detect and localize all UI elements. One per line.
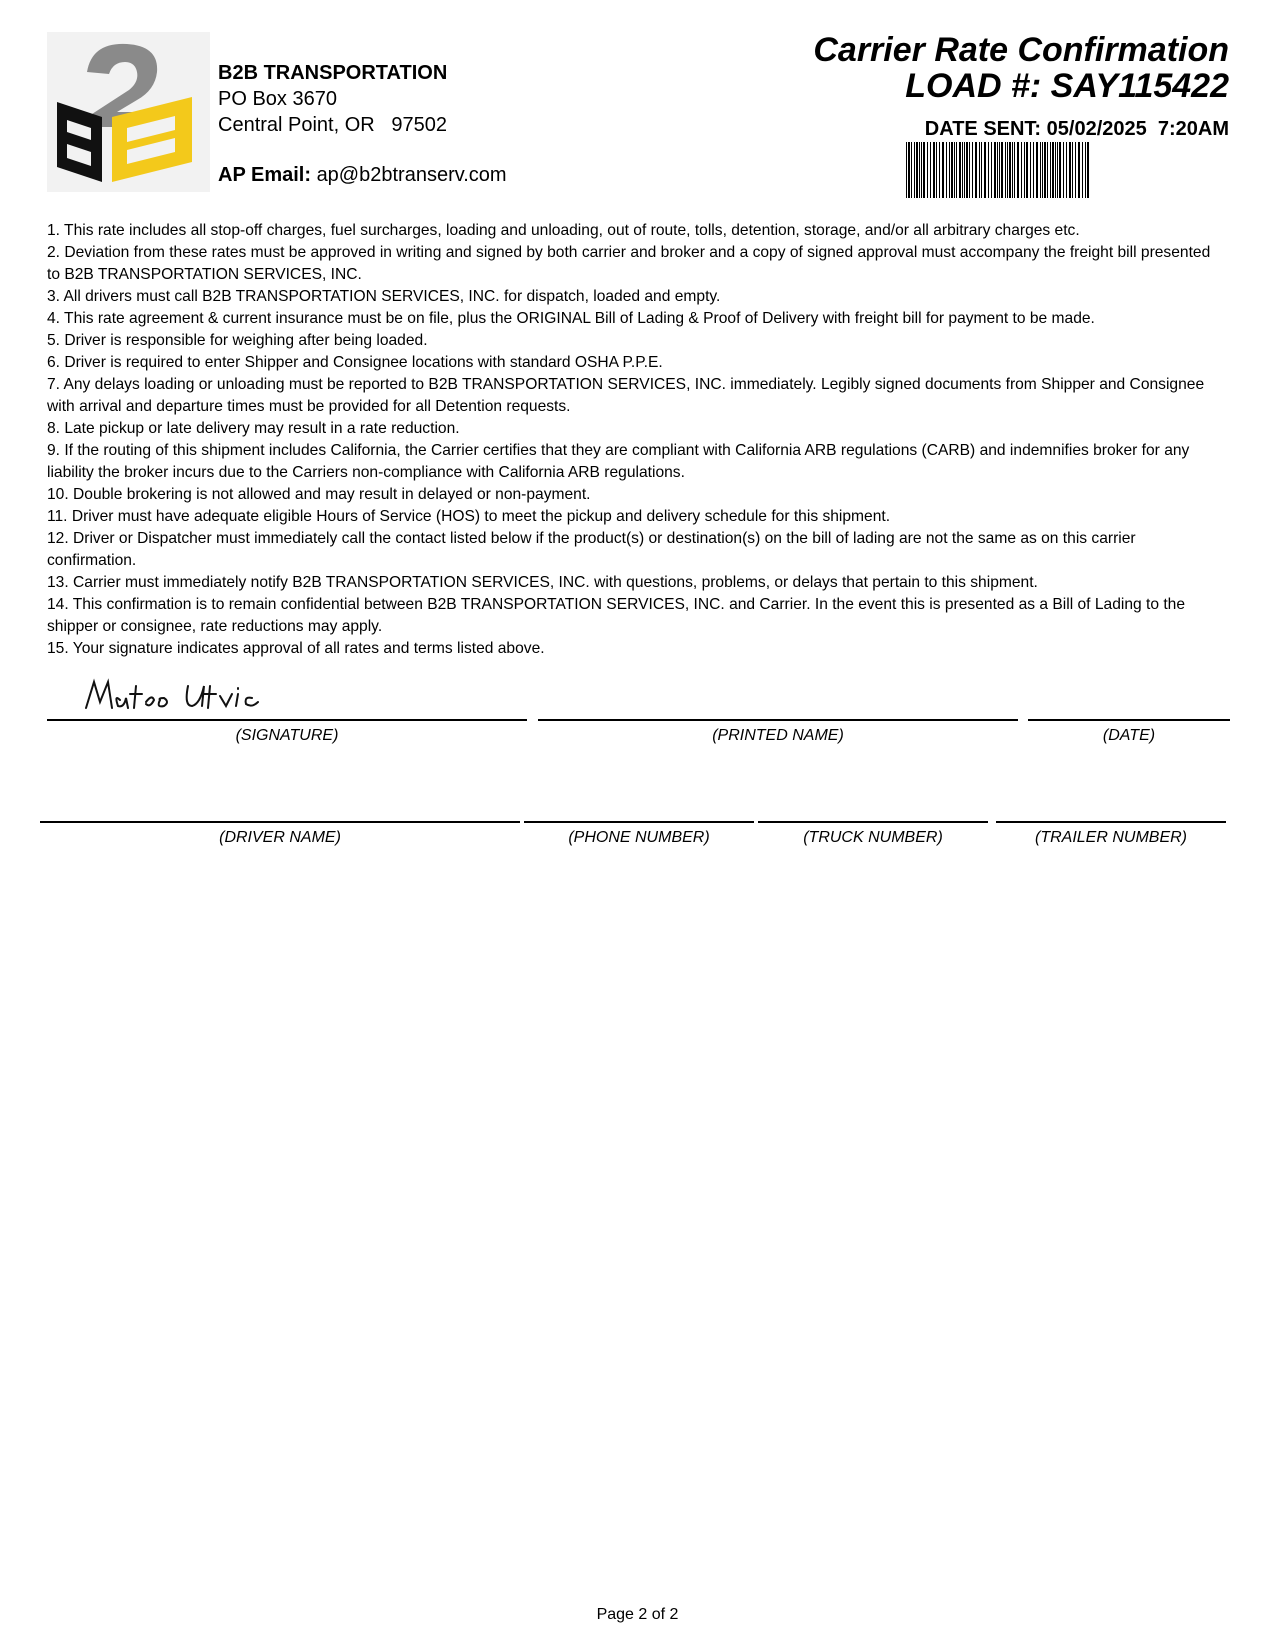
barcode-bar [1047, 142, 1048, 198]
barcode-bar [1007, 142, 1008, 198]
barcode-bar [908, 142, 910, 198]
barcode-bar [1044, 142, 1046, 198]
barcode-bar [919, 142, 920, 198]
company-name: B2B TRANSPORTATION [218, 62, 448, 84]
term-item: 1. This rate includes all stop-off charges, fuel surcharges, loading and unloading, out of route, tolls, detention, storage, and/or all arbitrary charges etc. [47, 222, 1080, 239]
document-title: Carrier Rate Confirmation [813, 31, 1229, 69]
barcode-bar [1040, 142, 1041, 198]
barcode-bar [1014, 142, 1015, 198]
barcode-bar [1075, 142, 1076, 198]
term-item: 2. Deviation from these rates must be approved in writing and signed by both carrier and broker and a copy of signed approval must accompany the freight bill presented to B2B TRANSPORTATION SERVICES, INC. [47, 244, 1211, 283]
barcode-bar [997, 142, 998, 198]
barcode-bar [962, 142, 963, 198]
barcode-bar [1069, 142, 1071, 198]
barcode-bar [1050, 142, 1051, 198]
ap-email-label: AP Email: [218, 164, 311, 186]
barcode-bar [966, 142, 968, 198]
term-item: 10. Double brokering is not allowed and may result in delayed or non-payment. [47, 486, 591, 503]
truck-number-caption: (TRUCK NUMBER) [803, 829, 943, 846]
signature-text: Mateo Utvic [80, 672, 86, 673]
barcode-bar [1085, 142, 1086, 198]
ap-email: ap@b2btranserv.com [316, 164, 507, 186]
barcode-bar [927, 142, 928, 198]
date-line[interactable] [1028, 719, 1230, 721]
barcode-bar [921, 142, 922, 198]
term-item: 9. If the routing of this shipment includes California, the Carrier certifies that they are compliant with California ARB regulations (CARB) and indemnifies broker for any liability the broker incurs due to the Carriers non-compliance with California ARB regulations. [47, 442, 1190, 481]
title-block [813, 32, 1229, 141]
signature-caption: (SIGNATURE) [235, 727, 339, 744]
ap-email-row [218, 162, 507, 188]
barcode-bar [949, 142, 950, 198]
barcode-bar [984, 142, 986, 198]
barcode-bar [979, 142, 980, 198]
term-item: 6. Driver is required to enter Shipper and Consignee locations with standard OSHA P.P.E. [47, 354, 663, 371]
printed-name-caption: (PRINTED NAME) [712, 727, 844, 744]
barcode-bar [999, 142, 1000, 198]
truck-number-line[interactable] [758, 821, 988, 823]
term-item: 4. This rate agreement & current insurance must be on file, plus the ORIGINAL Bill of Lading & Proof of Delivery with freight bill for payment to be made. [47, 310, 1095, 327]
barcode-bar [1052, 142, 1054, 198]
company-logo [47, 32, 210, 192]
term-item: 11. Driver must have adequate eligible Hours of Service (HOS) to meet the pickup and delivery schedule for this shipment. [47, 508, 891, 525]
term-item: 7. Any delays loading or unloading must be reported to B2B TRANSPORTATION SERVICES, INC. immediately. Legibly signed documents from Shipper and Consignee with arrival and departure times must be provided for all Detention requests. [47, 376, 1205, 415]
barcode-bar [1033, 142, 1034, 198]
terms-list [47, 220, 1227, 660]
barcode-bar [1066, 142, 1067, 198]
barcode-bar [946, 142, 947, 198]
page-number: Page 2 of 2 [596, 1606, 679, 1623]
barcode-bar [939, 142, 940, 198]
barcode-bar [981, 142, 982, 198]
barcode-bar [923, 142, 925, 198]
barcode-bar [933, 142, 935, 198]
barcode-bar [1057, 142, 1058, 198]
barcode-bar [1078, 142, 1080, 198]
barcode-bar [1087, 142, 1089, 198]
barcode-bar [951, 142, 953, 198]
barcode-bar [906, 142, 907, 198]
signature-line[interactable] [47, 719, 527, 721]
barcode-bar [936, 142, 937, 198]
barcode-bar [991, 142, 992, 198]
barcode-bar [954, 142, 955, 198]
term-item: 15. Your signature indicates approval of all rates and terms listed above. [47, 640, 545, 657]
term-item: 13. Carrier must immediately notify B2B TRANSPORTATION SERVICES, INC. with questions, problems, or delays that pertain to this shipment. [47, 574, 1038, 591]
barcode-bar [914, 142, 915, 198]
printed-name-line[interactable] [538, 719, 1018, 721]
barcode-bar [969, 142, 970, 198]
term-item: 3. All drivers must call B2B TRANSPORTATION SERVICES, INC. for dispatch, loaded and empty. [47, 288, 721, 305]
barcode-bar [1005, 142, 1006, 198]
term-item: 5. Driver is responsible for weighing after being loaded. [47, 332, 428, 349]
barcode-bar [988, 142, 989, 198]
barcode-bar [994, 142, 996, 198]
barcode-bar [956, 142, 957, 198]
date-caption: (DATE) [1102, 727, 1156, 744]
handwritten-signature [80, 672, 290, 720]
barcode-bar [1001, 142, 1003, 198]
barcode-bar [942, 142, 944, 198]
barcode-bar [1072, 142, 1073, 198]
barcode-bar [1082, 142, 1083, 198]
load-number: LOAD #: SAY115422 [905, 67, 1229, 105]
barcode-bar [964, 142, 965, 198]
barcode-bar [916, 142, 918, 198]
driver-name-line[interactable] [40, 821, 520, 823]
barcode-bar [930, 142, 931, 198]
address-line2: Central Point, OR 97502 [218, 114, 448, 136]
barcode-bar [1026, 142, 1028, 198]
barcode-bar [1036, 142, 1038, 198]
barcode-bar [1024, 142, 1025, 198]
barcode-bar [1009, 142, 1011, 198]
trailer-number-line[interactable] [996, 821, 1226, 823]
barcode-bar [911, 142, 912, 198]
trailer-number-caption: (TRAILER NUMBER) [1034, 829, 1187, 846]
barcode [906, 142, 1090, 198]
address-line1: PO Box 3670 [218, 88, 337, 110]
barcode-bar [1030, 142, 1031, 198]
company-info [218, 60, 507, 188]
barcode-bar [1042, 142, 1043, 198]
barcode-bar [1017, 142, 1019, 198]
barcode-bar [1021, 142, 1022, 198]
barcode-bar [959, 142, 961, 198]
term-item: 8. Late pickup or late delivery may result in a rate reduction. [47, 420, 460, 437]
term-item: 14. This confirmation is to remain confidential between B2B TRANSPORTATION SERVICES, INC. and Carrier. In the event this is presented as a Bill of Lading to the shipper or consignee, rate reductions may apply. [47, 596, 1186, 635]
barcode-bar [975, 142, 977, 198]
barcode-bar [1012, 142, 1013, 198]
barcode-bar [1055, 142, 1056, 198]
barcode-bar [1063, 142, 1064, 198]
phone-number-caption: (PHONE NUMBER) [568, 829, 710, 846]
barcode-bar [972, 142, 973, 198]
date-sent: DATE SENT: 05/02/2025 7:20AM [924, 118, 1229, 140]
driver-name-caption: (DRIVER NAME) [219, 829, 341, 846]
term-item: 12. Driver or Dispatcher must immediately call the contact listed below if the product(s) or destination(s) on the bill of lading are not the same as on this carrier confirmation. [47, 530, 1136, 569]
phone-number-line[interactable] [524, 821, 754, 823]
barcode-bar [1059, 142, 1061, 198]
